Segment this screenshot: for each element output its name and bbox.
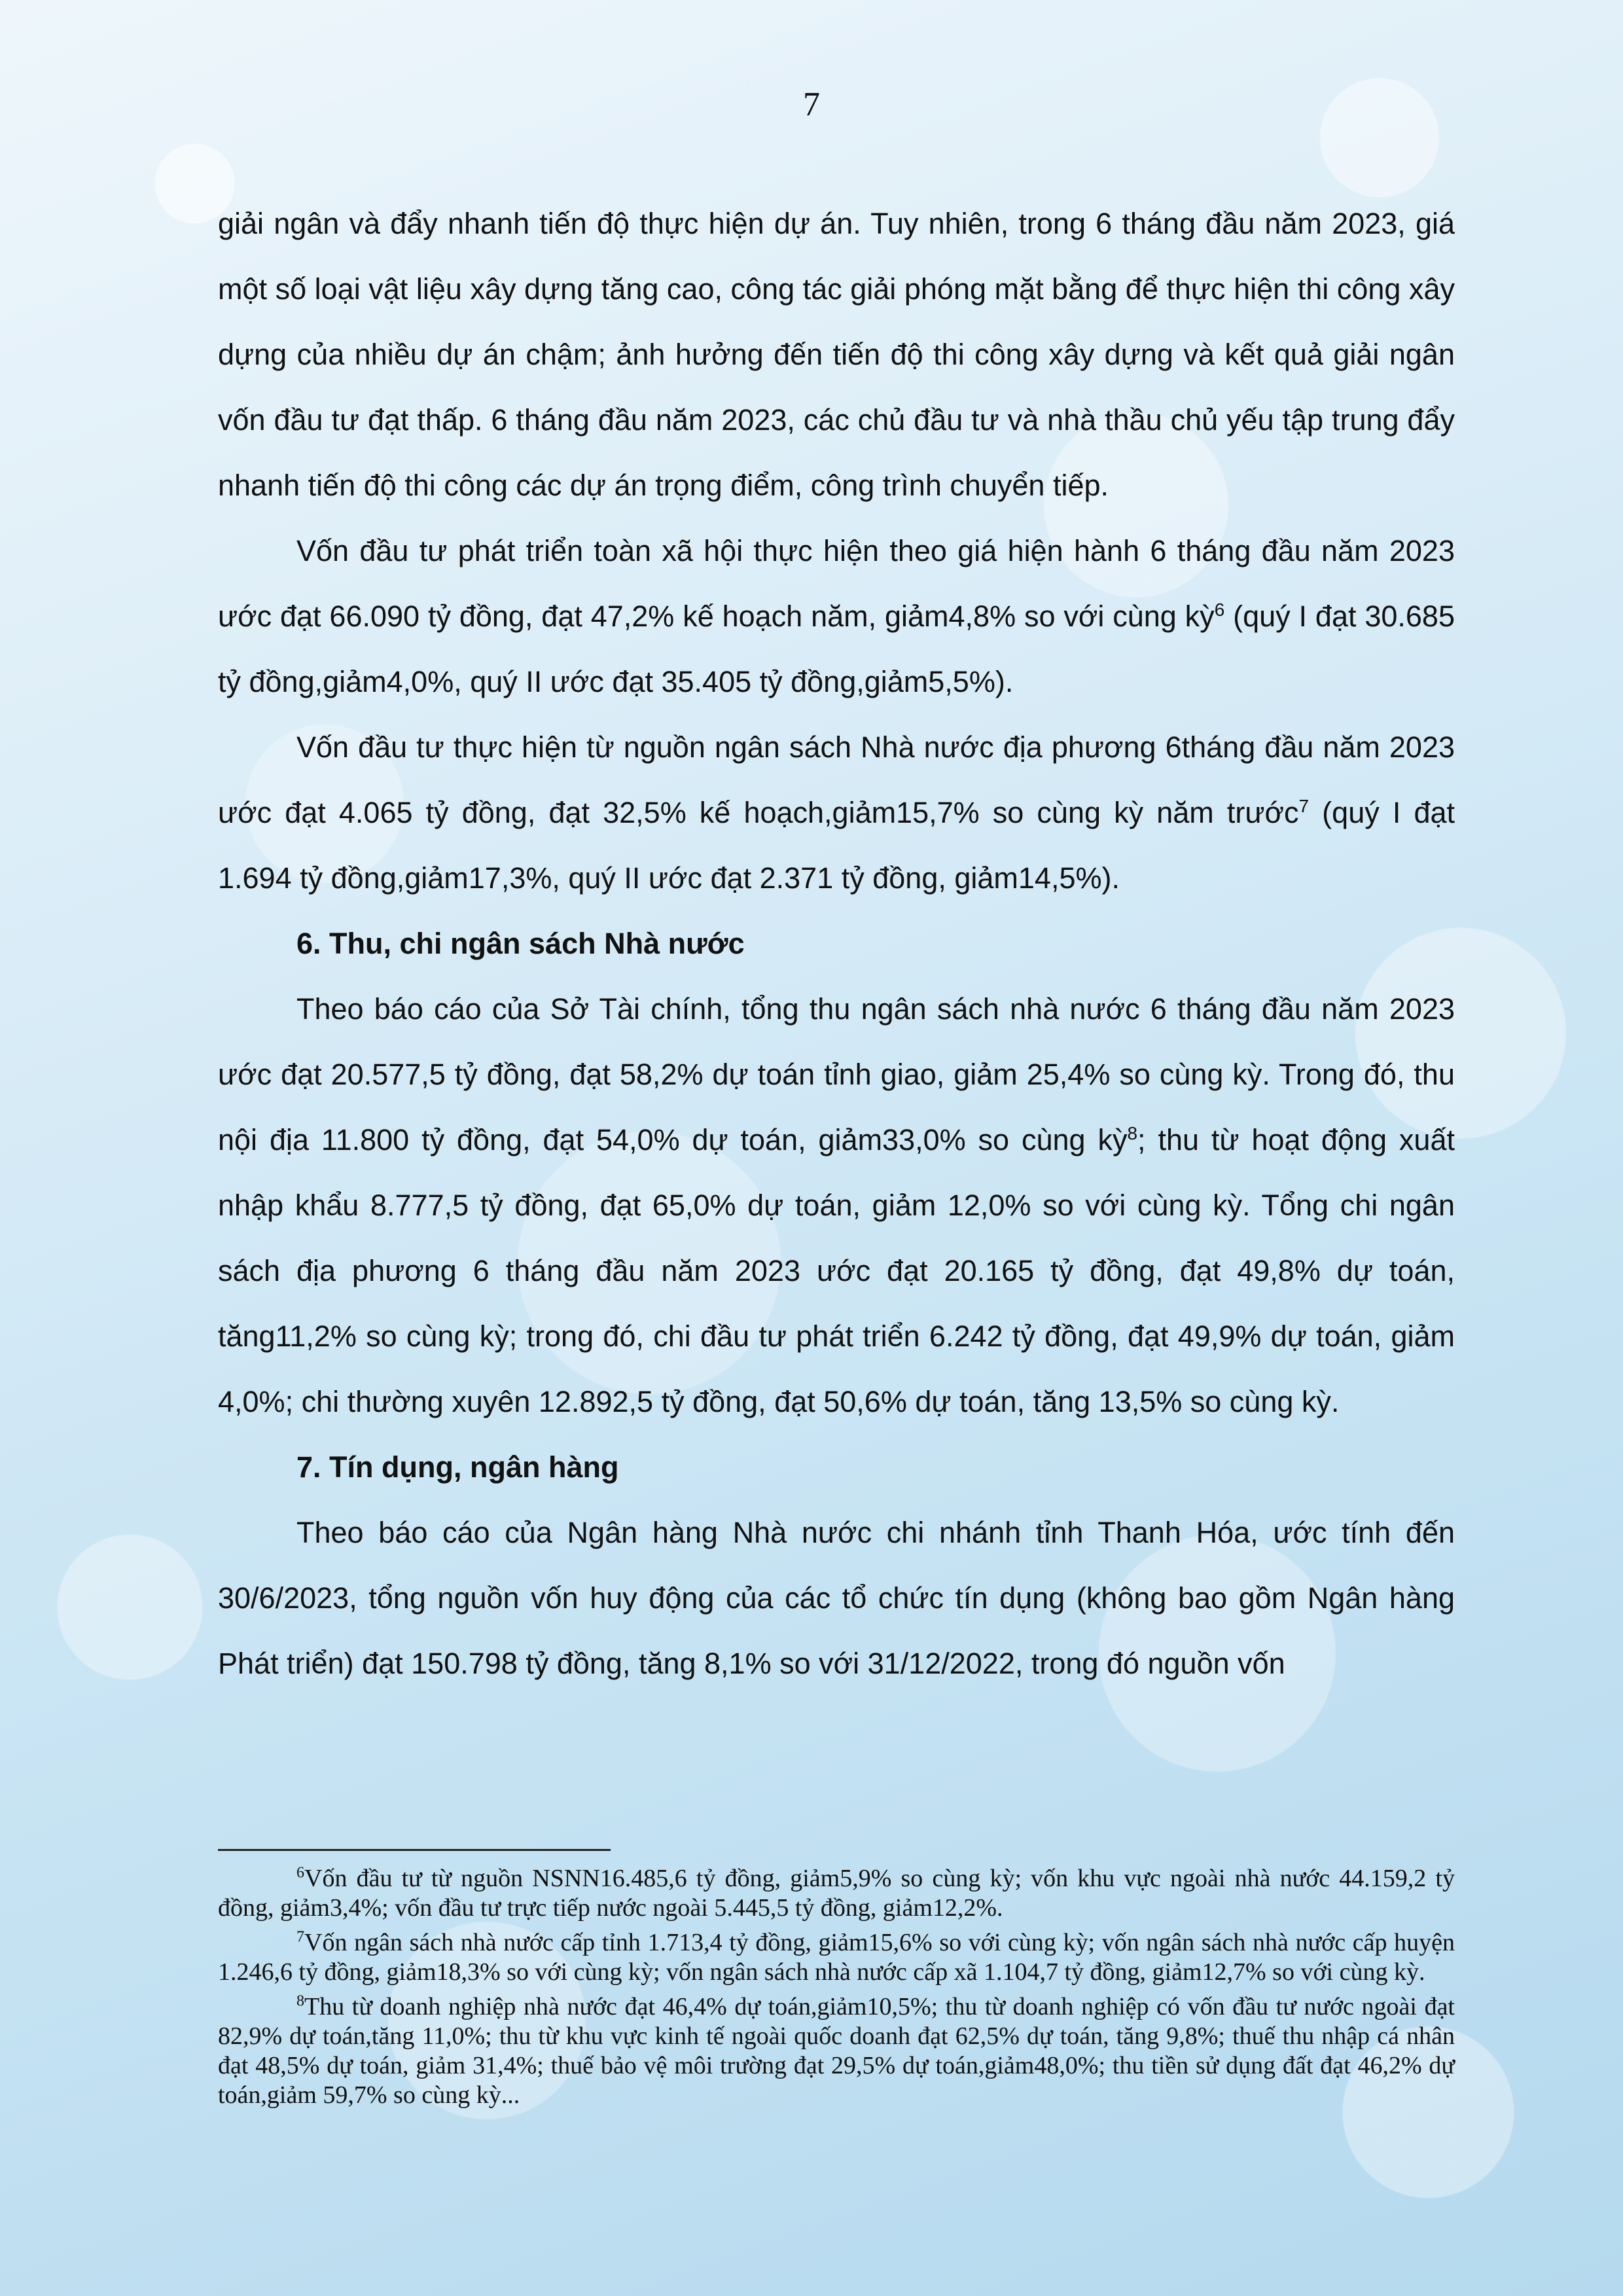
- footnote-8: [218, 1992, 1455, 2110]
- footnote-ref[interactable]: 6: [1214, 600, 1225, 620]
- paragraph-total-investment: [218, 518, 1455, 715]
- footnote-divider: [218, 1849, 611, 1851]
- paragraph-investment-progress: giải ngân và đẩy nhanh tiến độ thực hiện dự án. Tuy nhiên, trong 6 tháng đầu năm 2023, giá một số loại vật liệu xây dựng tăng cao, công tác giải phóng mặt bằng để thực hiện thi công xây dựng của nhiều dự án chậm; ảnh hưởng đến tiến độ thi công xây dựng và kết quả giải ngân vốn đầu tư đạt thấp. 6 tháng đầu năm 2023, các chủ đầu tư và nhà thầu chủ yếu tập trung đẩy nhanh tiến độ thi công các dự án trọng điểm, công trình chuyển tiếp.: [218, 207, 1455, 502]
- footnote-number: 8: [296, 1992, 304, 2010]
- paragraph-state-budget-investment: [218, 715, 1455, 911]
- page-number: 7: [803, 86, 820, 123]
- footnote-ref[interactable]: 8: [1127, 1123, 1138, 1143]
- section-heading-credit: 7. Tín dụng, ngân hàng: [296, 1450, 619, 1484]
- paragraph-text: (quý I đạt 1.694 tỷ đồng,giảm17,3%, quý II ước đạt 2.371 tỷ đồng, giảm14,5%).: [218, 796, 1455, 895]
- paragraph-credit: Theo báo cáo của Ngân hàng Nhà nước chi nhánh tỉnh Thanh Hóa, ước tính đến 30/6/2023, tổng nguồn vốn huy động của các tổ chức tín dụng (không bao gồm Ngân hàng Phát triển) đạt 150.798 tỷ đồng, tăng 8,1% so với 31/12/2022, trong đó nguồn vốn: [218, 1516, 1455, 1680]
- document-body: [218, 191, 1455, 1696]
- paragraph-text: Vốn đầu tư phát triển toàn xã hội thực hiện theo giá hiện hành 6 tháng đầu năm 2023 ước đạt 66.090 tỷ đồng, đạt 47,2% kế hoạch năm, giảm4,8% so với cùng kỳ: [218, 534, 1455, 633]
- paragraph-text: ; thu từ hoạt động xuất nhập khẩu 8.777,5 tỷ đồng, đạt 65,0% dự toán, giảm 12,0% so với cùng kỳ. Tổng chi ngân sách địa phương 6 tháng đầu năm 2023 ước đạt 20.165 tỷ đồng, đạt 49,8% dự toán, tăng11,2% so cùng kỳ; trong đó, chi đầu tư phát triển 6.242 tỷ đồng, đạt 49,9% dự toán, giảm 4,0%; chi thường xuyên 12.892,5 tỷ đồng, đạt 50,6% dự toán, tăng 13,5% so cùng kỳ.: [218, 1123, 1455, 1418]
- paragraph-text: Theo báo cáo của Sở Tài chính, tổng thu ngân sách nhà nước 6 tháng đầu năm 2023 ước đạt 20.577,5 tỷ đồng, đạt 58,2% dự toán tỉnh giao, giảm 25,4% so cùng kỳ. Trong đó, thu nội địa 11.800 tỷ đồng, đạt 54,0% dự toán, giảm33,0% so cùng kỳ: [218, 992, 1455, 1157]
- footnote-text: Thu từ doanh nghiệp nhà nước đạt 46,4% dự toán,giảm10,5%; thu từ doanh nghiệp có vốn đầu tư nước ngoài đạt 82,9% dự toán,tăng 11,0%; thu từ khu vực kinh tế ngoài quốc doanh đạt 62,5% dự toán, tăng 9,8%; thuế thu nhập cá nhân đạt 48,5% dự toán, giảm 31,4%; thuế bảo vệ môi trường đạt 29,5% dự toán,giảm48,0%; thu tiền sử dụng đất đạt 46,2% dự toán,giảm 59,7% so cùng kỳ...: [218, 1993, 1455, 2109]
- footnote-7: [218, 1928, 1455, 1987]
- footnotes: [218, 1864, 1455, 2115]
- footnote-text: Vốn ngân sách nhà nước cấp tỉnh 1.713,4 tỷ đồng, giảm15,6% so với cùng kỳ; vốn ngân sách nhà nước cấp huyện 1.246,6 tỷ đồng, giảm18,3% so với cùng kỳ; vốn ngân sách nhà nước cấp xã 1.104,7 tỷ đồng, giảm12,7% so với cùng kỳ.: [218, 1929, 1455, 1986]
- footnote-number: 7: [296, 1928, 304, 1946]
- footnote-text: Vốn đầu tư từ nguồn NSNN16.485,6 tỷ đồng, giảm5,9% so cùng kỳ; vốn khu vực ngoài nhà nước 44.159,2 tỷ đồng, giảm3,4%; vốn đầu tư trực tiếp nước ngoài 5.445,5 tỷ đồng, giảm12,2%.: [218, 1865, 1455, 1922]
- paragraph-budget-revenue: [218, 977, 1455, 1435]
- section-heading-budget: 6. Thu, chi ngân sách Nhà nước: [296, 927, 745, 960]
- footnote-ref[interactable]: 7: [1298, 796, 1310, 816]
- paragraph-text: Vốn đầu tư thực hiện từ nguồn ngân sách Nhà nước địa phương 6tháng đầu năm 2023 ước đạt 4.065 tỷ đồng, đạt 32,5% kế hoạch,giảm15,7% so cùng kỳ năm trước: [218, 730, 1455, 829]
- footnote-6: [218, 1864, 1455, 1923]
- footnote-number: 6: [296, 1864, 304, 1882]
- paragraph-text: (quý I đạt 30.685 tỷ đồng,giảm4,0%, quý II ước đạt 35.405 tỷ đồng,giảm5,5%).: [218, 600, 1455, 698]
